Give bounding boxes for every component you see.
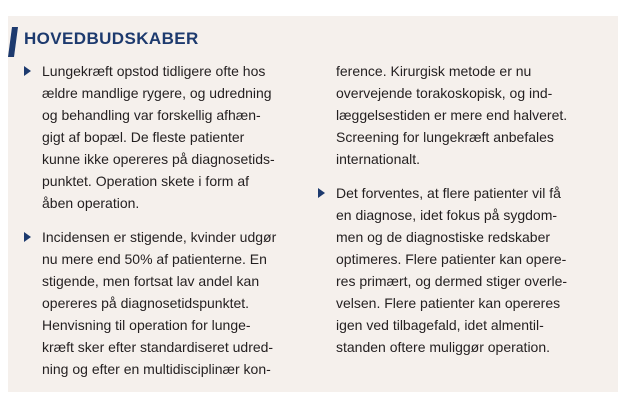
text-line: internationalt. <box>336 151 421 167</box>
triangle-bullet-icon <box>318 188 325 198</box>
continued-text <box>318 60 608 170</box>
text-line: velsen. Flere patienter kan opereres <box>336 295 561 311</box>
text-line: opereres på diagnosetidspunktet. <box>42 295 250 311</box>
left-column <box>24 60 306 392</box>
text-line: stigende, men fortsat lav andel kan <box>42 273 260 289</box>
right-column <box>318 60 608 370</box>
text-line: punktet. Operation skete i form af <box>42 173 249 189</box>
text-line: åben operation. <box>42 195 140 211</box>
text-line: Henvisning til operation for lunge- <box>42 317 251 333</box>
text-line: men og de diagnostiske redskaber <box>336 229 551 245</box>
text-line: gigt af bopæl. De fleste patienter <box>42 129 245 145</box>
text-line: ældre mandlige rygere, og udredning <box>42 85 272 101</box>
text-line: res primært, og dermed stiger overle- <box>336 273 568 289</box>
triangle-bullet-icon <box>24 66 31 76</box>
text-line: en diagnose, idet fokus på sygdom- <box>336 207 558 223</box>
triangle-bullet-icon <box>24 232 31 242</box>
text-line: læggelsestiden er mere end halveret. <box>336 107 568 123</box>
bullet-item <box>318 182 608 358</box>
text-line: overvejende torakoskopisk, og ind- <box>336 85 553 101</box>
bullet-item <box>24 226 306 380</box>
text-line: kunne ikke opereres på diagnosetids- <box>42 151 275 167</box>
bullet-item <box>24 60 306 214</box>
text-line: optimeres. Flere patienter kan opere- <box>336 251 567 267</box>
text-line: og behandling var forskellig afhæn- <box>42 107 261 123</box>
text-line: Screening for lungekræft anbefales <box>336 129 554 145</box>
text-line: ning og efter en multidisciplinær kon- <box>42 361 271 377</box>
text-line: nu mere end 50% af patienterne. En <box>42 251 267 267</box>
text-line: Incidensen er stigende, kvinder udgør <box>42 229 277 245</box>
text-line: igen ved tilbagefald, idet almentil- <box>336 317 544 333</box>
text-line: Lungekræft opstod tidligere ofte hos <box>42 63 266 79</box>
box-title: HOVEDBUDSKABER <box>24 29 199 48</box>
text-line: standen oftere muliggør operation. <box>336 339 551 355</box>
text-line: kræft sker efter standardiseret udred- <box>42 339 274 355</box>
text-line: ference. Kirurgisk metode er nu <box>336 63 532 79</box>
text-line: Det forventes, at flere patienter vil få <box>336 185 561 201</box>
